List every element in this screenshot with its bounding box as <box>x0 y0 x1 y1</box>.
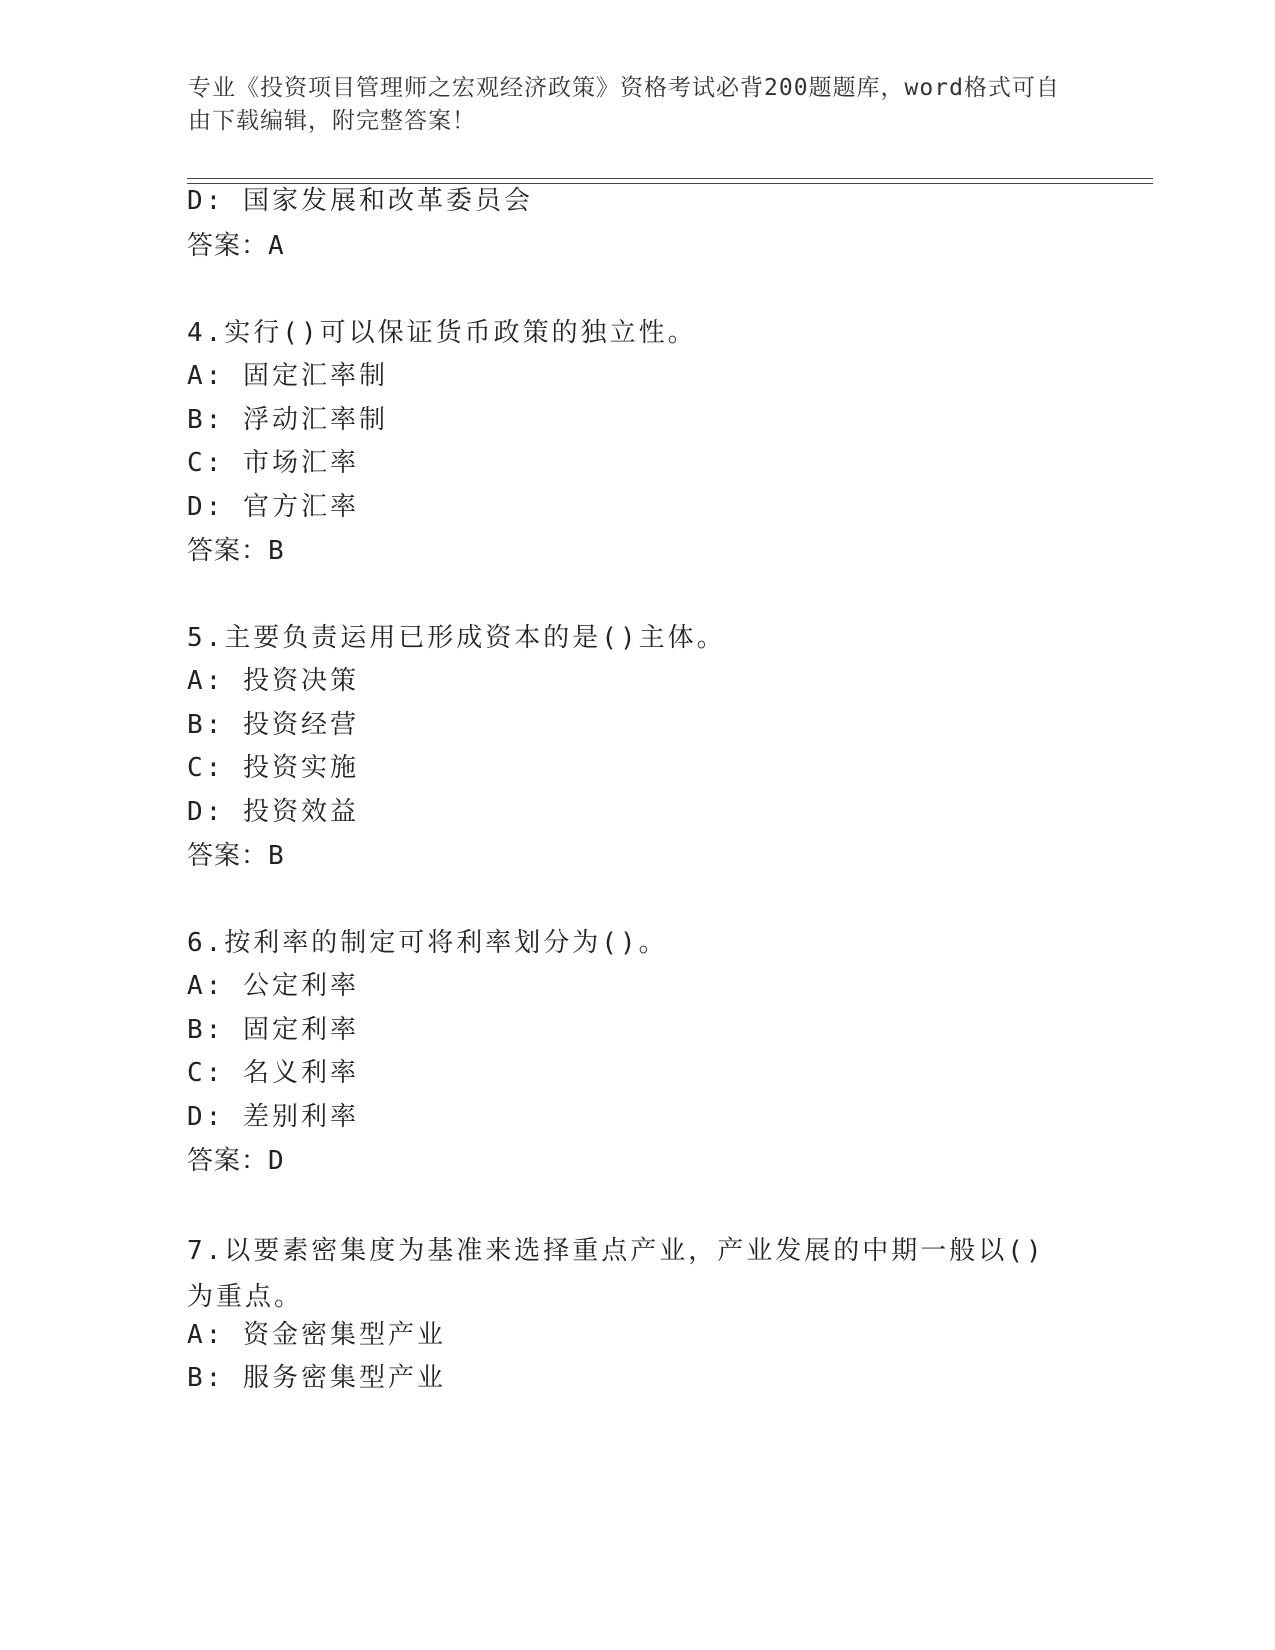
question-4-stem: 4.实行()可以保证货币政策的独立性。 <box>187 318 697 348</box>
question-5-answer: 答案：B <box>187 841 285 871</box>
question-6-answer: 答案：D <box>187 1146 285 1176</box>
question-4-option-a: A: 固定汇率制 <box>187 361 388 391</box>
document-header: 专业《投资项目管理师之宏观经济政策》资格考试必背200题题库，word格式可自由下载编辑，附完整答案！ <box>188 75 1060 134</box>
question-4-answer: 答案：B <box>187 536 285 566</box>
question-5-option-c: C: 投资实施 <box>187 753 359 783</box>
prev-option-d: D: 国家发展和改革委员会 <box>187 186 533 216</box>
question-4-option-c: C: 市场汇率 <box>187 448 359 478</box>
question-5-option-a: A: 投资决策 <box>187 666 359 696</box>
question-5-option-d: D: 投资效益 <box>187 797 359 827</box>
question-6-option-c: C: 名义利率 <box>187 1058 359 1088</box>
question-6-option-a: A: 公定利率 <box>187 971 359 1001</box>
question-5-stem: 5.主要负责运用已形成资本的是()主体。 <box>187 623 726 653</box>
prev-answer: 答案：A <box>187 231 285 261</box>
question-6-option-b: B: 固定利率 <box>187 1015 359 1045</box>
question-4-option-b: B: 浮动汇率制 <box>187 405 388 435</box>
question-7-option-b: B: 服务密集型产业 <box>187 1363 446 1393</box>
question-4-option-d: D: 官方汇率 <box>187 492 359 522</box>
question-7-option-a: A: 资金密集型产业 <box>187 1320 446 1350</box>
question-7-stem: 7.以要素密集度为基准来选择重点产业，产业发展的中期一般以()为重点。 <box>187 1236 1045 1312</box>
question-6-option-d: D: 差别利率 <box>187 1102 359 1132</box>
question-6-stem: 6.按利率的制定可将利率划分为()。 <box>187 928 668 958</box>
question-5-option-b: B: 投资经营 <box>187 710 359 740</box>
